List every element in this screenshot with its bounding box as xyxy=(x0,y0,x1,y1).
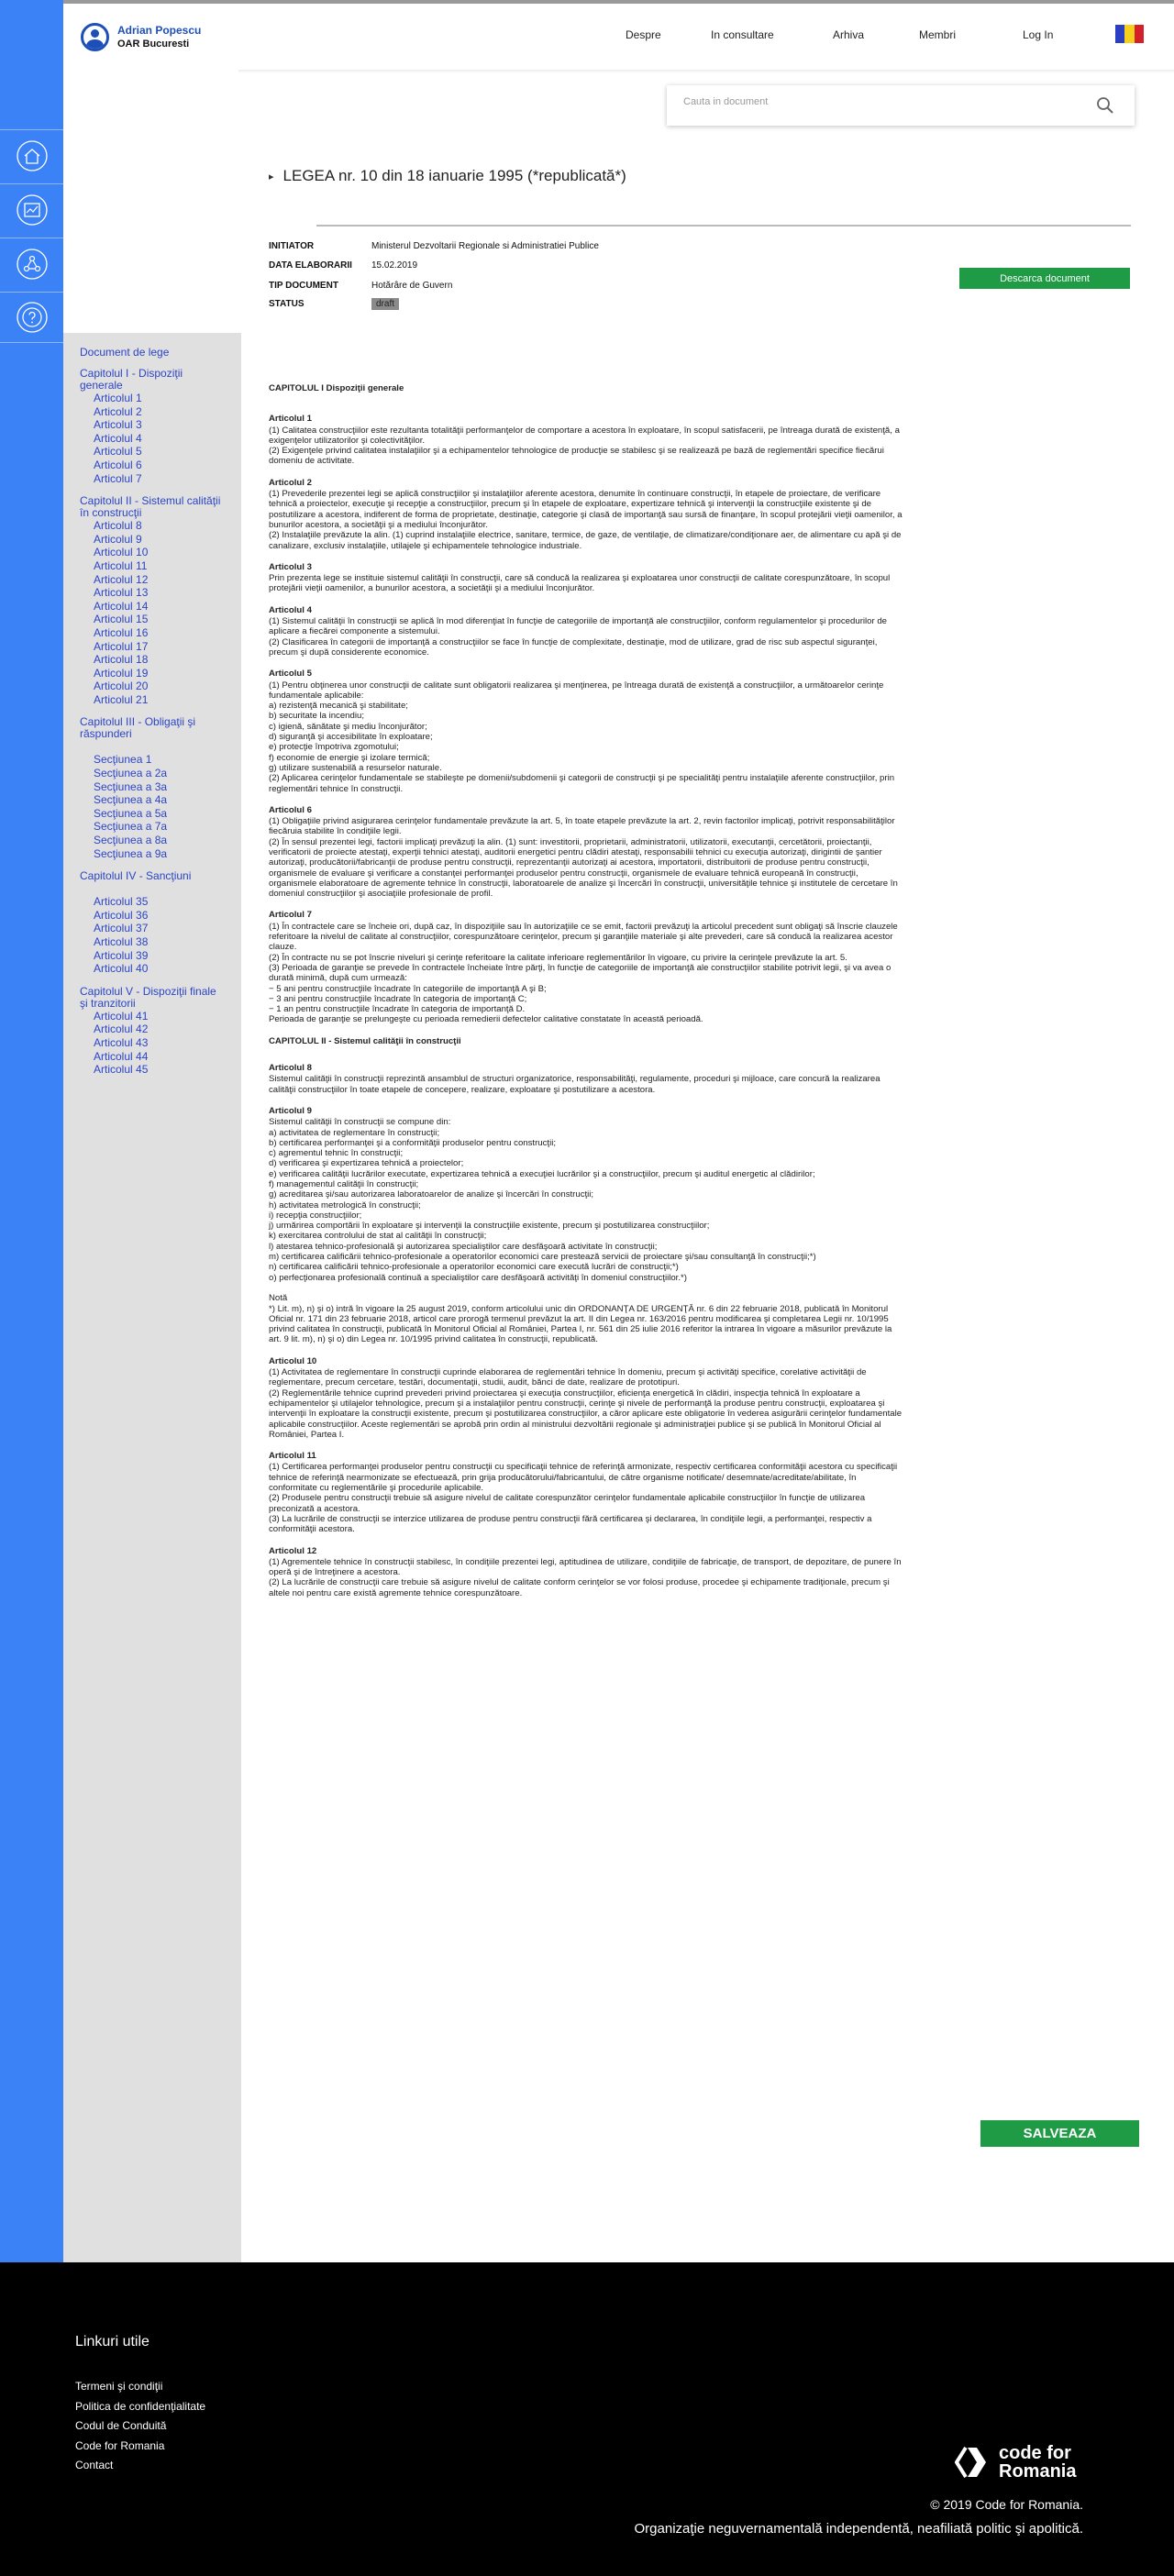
toc-item[interactable]: Articolul 36 xyxy=(94,908,149,922)
article-title: Articolul 6 xyxy=(269,804,312,815)
article-text: (1) Certificarea performanţei produselor pentru construcţii cu specificaţii tehnice de referinţă armonizate, respectiv certificarea conformităţii acestora cu specificaţii tehnice de referinţă nearmonizate se efectuează, prin grija producătorului/fabricantului, de către organisme notificate/ desemnate/acreditate/abilitate, în conformitate cu reglementările şi procedurile aplicabile. (2) Produsele pentru construcţii trebuie să asigure nivelul de calitate corespunzător cerinţelor fundamentale aplicabile construcţiilor în funcţie de utilizarea preconizată a acestora. (3) La lucrările de construcţii se interzice utilizarea de produse pentru construcţii fără certificarea şi declararea, în condiţiile legii, a performanţei, respectiv a conformităţii acestora. xyxy=(269,1462,898,1535)
article xyxy=(269,1063,906,1095)
article xyxy=(269,910,906,1024)
toc-item[interactable]: Articolul 21 xyxy=(94,692,149,706)
article-text: (1) Sistemul calităţii în construcţii se aplică în mod diferenţiat în funcţie de categoriile de importanţă ale construcţiilor, conform regulamentelor şi procedurilor de aplicare a fiecărei componente a sistemului. (2) Clasificarea în categorii de importanţă a construcţiilor se face în funcţie de complexitate, destinaţie, mod de utilizare, grad de risc sub aspectul siguranţei, precum şi după considerente economice. xyxy=(269,616,888,658)
meta-value: 15.02.2019 xyxy=(371,260,418,271)
toc-item[interactable]: Articolul 45 xyxy=(94,1063,149,1077)
article-title: Articolul 7 xyxy=(269,910,312,921)
article xyxy=(269,414,906,466)
toc-item[interactable]: Articolul 11 xyxy=(94,558,148,572)
toc-item[interactable]: Articolul 6 xyxy=(94,458,142,471)
meta-label: INITIATOR xyxy=(269,241,315,251)
toc-item[interactable]: Articolul 7 xyxy=(94,471,142,485)
meta-value: Hotărâre de Guvern xyxy=(371,281,453,291)
toc-item[interactable]: Articolul 37 xyxy=(94,922,149,935)
footer-link-code-of-conduct[interactable]: Codul de Conduită xyxy=(75,2419,167,2432)
footer-link-terms[interactable]: Termeni şi condiţii xyxy=(75,2380,163,2393)
meta-label: STATUS xyxy=(269,299,305,309)
nav-in-consultare[interactable]: In consultare xyxy=(711,28,774,41)
toc-item[interactable]: Articolul 17 xyxy=(94,639,149,653)
logo-text-line1: code for xyxy=(999,2443,1071,2463)
article-text: (1) Agrementele tehnice în construcţii stabilesc, în condiţiile prezentei legi, aptitudinea de utilizare, condiţiile de fabricaţie, de transport, de depozitare, de punere în operă şi de întreţinere a acestora. (2) La lucrările de construcţii care trebuie să asigure nivelul de calitate conform cerinţelor se vor folosi produse, procedee şi echipamente tradiţionale, precum şi altele noi pentru care există agremente tehnice corespunzătoare. xyxy=(269,1556,902,1598)
footer-link-privacy[interactable]: Politica de confidenţialitate xyxy=(75,2400,206,2413)
user-org: OAR Bucuresti xyxy=(117,38,190,50)
toc-item[interactable]: Articolul 10 xyxy=(94,546,149,559)
article-title: Articolul 10 xyxy=(269,1355,317,1366)
home-icon[interactable] xyxy=(0,129,63,181)
user-name: Adrian Popescu xyxy=(117,23,202,37)
toc-item[interactable]: Articolul 9 xyxy=(94,532,142,546)
chapter-heading: CAPITOLUL I Dispoziţii generale xyxy=(269,383,404,393)
tagline: Organizaţie neguvernamentală independentă, neafiliată politic şi apolitică. xyxy=(634,2521,1083,2537)
status-badge: draft xyxy=(371,298,399,310)
nav-despre[interactable]: Despre xyxy=(626,28,661,41)
toc-chapter[interactable]: Capitolul V - Dispoziţii finale şi tranzitorii xyxy=(80,984,216,1010)
toc-chapter[interactable]: Capitolul IV - Sancţiuni xyxy=(80,869,192,883)
user-profile[interactable] xyxy=(81,23,201,51)
article xyxy=(269,1451,906,1534)
toc-item[interactable]: Secţiunea a 8a xyxy=(94,834,168,847)
article xyxy=(269,1106,906,1345)
article-text: Sistemul calităţii în construcţii reprezintă ansamblul de structuri organizatorice, responsabilităţi, regulamente, proceduri şi mijloace, care concură la realizarea calităţii construcţiilor în toate etapele de concepere, realizare, exploatare şi postutilizare a acestora. xyxy=(269,1074,880,1095)
toc-item[interactable]: Secţiunea 1 xyxy=(94,753,152,767)
article xyxy=(269,1546,906,1598)
toc-item[interactable]: Articolul 1 xyxy=(94,392,142,404)
toc-item[interactable]: Secţiunea a 2a xyxy=(94,767,168,780)
article xyxy=(269,805,906,900)
toc-item[interactable]: Articolul 12 xyxy=(94,572,149,586)
toc-document-link[interactable]: Document de lege xyxy=(80,346,170,359)
article-title: Articolul 1 xyxy=(269,414,312,425)
toc-item[interactable]: Secţiunea a 5a xyxy=(94,806,168,820)
article-title: Articolul 8 xyxy=(269,1063,312,1074)
toc-item[interactable]: Articolul 39 xyxy=(94,948,149,962)
article xyxy=(269,669,906,794)
article-text: Sistemul calităţii în construcţii se compune din: a) activitatea de reglementare în construcţii; b) certificarea performanţei şi a conformităţii produselor pentru construcţii; c) agrementul tehnic în construcţii; d) verificarea şi expertizarea tehnică a proiectelor; e) verificarea calităţii lucrărilor executate, expertizarea tehnică a execuţiei lucrărilor şi a construcţiilor, precum şi auditul energetic al clădirilor; f) managementul calităţii în construcţii; g) acreditarea şi/sau autorizarea laboratoarelor de analize şi încercări în construcţii; h) activitatea metrologică în construcţii; i) recepţia construcţiilor; j) urmărirea comportării în exploatare şi intervenţii la construcţiile existente, precum şi postutilizarea construcţiilor; k) exercitarea controlului de stat al calităţii în construcţii; l) atestarea tehnico-profesională şi autorizarea specialiştilor care desfăşoară activitate în construcţii; m) certificarea calificării tehnico-profesionale a operatorilor economici care prestează servicii de proiectare şi/sau consultanţă în construcţii;*) n) certificarea calificării tehnico-profesionale a operatorilor economici care execută lucrări de construcţii;*) o) perfecţionarea profesională continuă a specialiştilor care desfăşoară activităţi în domeniul construcţiilor.*) Notă *) Lit. m), n) şi o) intră în vigoare la 25 august 2019, conform articolului unic din ORDONANŢA DE URGENŢĂ nr. 6 din 22 februarie 2018, publicată în Monitorul Oficial nr. 171 din 23 februarie 2018, articol care prorogă termenul prevăzut la art. II din Legea nr. 163/2016 pentru modificarea şi completarea Legii nr. 10/1995 privind calitatea în construcţii, publicată în Monitorul Oficial al României, Partea I, nr. 561 din 25 iulie 2016 referitor la intrarea în vigoare a măsurilor prevăzute la art. 9 lit. m), n) şi o) din Legea nr. 10/1995 privind calitatea în construcţii, republicată. xyxy=(269,1117,892,1345)
toc-item[interactable]: Secţiunea a 3a xyxy=(94,779,168,793)
romania-flag-icon[interactable] xyxy=(1115,25,1144,43)
article-text: (1) Obligaţiile privind asigurarea cerinţelor fundamentale prevăzute la art. 5, în toate etapele prevăzute la art. 2, revin factorilor implicaţi, potrivit responsabilităţilor fiecăruia stabilite în condiţiile legii. (2) În sensul prezentei legi, factorii implicaţi prevăzuţi la alin. (1) sunt: investitorii, proprietarii, administratorii, utilizatorii, executanţii, cercetătorii, proiectanţii, verificatorii de proiecte atestaţi, experţii tehnici atestaţi, auditorii energetici pentru clădiri atestaţi, responsabilii tehnici cu execuţia autorizaţi, dirigintii de şantier autorizaţi, producătorii/fabricanţii de produse pentru construcţii, reprezentanţii autorizaţi ai acestora, importatorii, distribuitorii de produse pentru construcţii, organismele de evaluare şi verificare a constanţei performanţei produselor pentru construcţii, organismele de evaluare tehnică europeană în construcţii, organismele elaboratoare de agremente tehnice în construcţii, laboratoarele de analize şi încercări în construcţii, universităţile tehnice şi institutele de cercetare în domeniul construcţiilor şi asociaţiile profesionale de profil. xyxy=(269,816,898,900)
icon-sidebar xyxy=(0,0,63,2262)
meta-label: DATA ELABORARII xyxy=(269,260,352,271)
code-for-romania-logo-icon xyxy=(955,2446,993,2479)
toc-item[interactable]: Articolul 16 xyxy=(94,625,149,639)
meta-value: Ministerul Dezvoltarii Regionale si Administratiei Publice xyxy=(371,241,599,251)
article-title: Articolul 2 xyxy=(269,477,312,488)
save-button[interactable]: SALVEAZA xyxy=(980,2120,1139,2147)
article xyxy=(269,605,906,658)
article-text: (1) Prevederile prezentei legi se aplică construcţiilor şi instalaţiilor aferente acestora, denumite în continuare construcţii, în etapele de proiectare, de verificare tehnică a proiectelor, execuţie şi recepţie a construcţiilor, precum şi în etapele de exploatare, expertizare tehnică şi intervenţii la construcţiile existente şi de postutilizare a acestora, indiferent de forma de proprietate, destinaţie, categorie şi clasă de importanţă sau sursă de finanţare, în scopul protejării vieţii oamenilor, a bunurilor acestora, a societăţii şi a mediului înconjurător. (2) Instalaţiile prevăzute la alin. (1) cuprind instalaţiile electrice, sanitare, termice, de gaze, de ventilaţie, de climatizare/condiţionare aer, de alimentare cu apă şi de canalizare, exclusiv instalaţiile, utilajele şi echipamentele tehnologice industriale. xyxy=(269,489,903,551)
footer-heading: Linkuri utile xyxy=(75,2334,150,2349)
toc-item[interactable]: Articolul 8 xyxy=(94,519,142,533)
toc-item[interactable]: Articolul 3 xyxy=(94,418,142,432)
article-text: Prin prezenta lege se instituie sistemul calităţii în construcţii, care să conducă la realizarea şi exploatarea unor construcţii de calitate corespunzătoare, în scopul protejării vieţii oamenilor, a bunurilor acestora, a societăţii şi a mediului înconjurător. xyxy=(269,573,891,594)
law-title: LEGEA nr. 10 din 18 ianuarie 1995 (*republicată*) xyxy=(282,167,626,184)
article xyxy=(269,1356,906,1440)
header xyxy=(63,4,1174,73)
toc-item[interactable]: Articolul 40 xyxy=(94,962,149,976)
article-text: (1) Activitatea de reglementare în construcţii cuprinde elaborarea de reglementări tehnice în domeniu, precum şi activităţi specifice, corelative activităţii de reglementare, precum cercetare, testări, documentaţii, studii, audit, bănci de date, realizare de prototipuri. (2) Reglementările tehnice cuprind prevederi privind proiectarea şi execuţia construcţiilor, eficienţa energetică în clădiri, inspecţia tehnică în exploatare a echipamentelor şi utilajelor tehnologice, precum şi a instalaţiilor pentru construcţii, cerinţe şi nivele de performanţă la produse pentru construcţii, exploatarea şi intervenţii în exploatare la construcţii existente, precum şi postutilizarea construcţiilor, a căror aplicare este obligatorie în vederea asigurării cerinţelor fundamentale aplicabile construcţiilor. Aceste reglementări se aprobă prin ordin al ministrului dezvoltării regionale şi administraţiei publice şi se publică în Monitorul Oficial al României, Partea I. xyxy=(269,1367,903,1440)
article-text: (1) Calitatea construcţiilor este rezultanta totalităţii performanţelor de comportare a acestora în exploatare, în scopul satisfacerii, pe întreaga durată de existenţă, a exigenţelor utilizatorilor şi colectivităţilor. (2) Exigenţele privind calitatea instalaţiilor şi a echipamentelor tehnologice de producţie se stabilesc şi se realizează pe bază de reglementări specifice fiecărui domeniu de activitate. xyxy=(269,425,900,467)
toc-item[interactable]: Articolul 14 xyxy=(94,599,149,613)
toc-item[interactable]: Articolul 13 xyxy=(94,586,149,600)
toc-item[interactable]: Articolul 15 xyxy=(94,613,149,626)
divider xyxy=(316,225,1131,227)
article-title: Articolul 3 xyxy=(269,561,312,572)
document-content xyxy=(269,383,906,1609)
toc-chapter[interactable]: Capitolul II - Sistemul calităţii în construcţii xyxy=(80,494,221,520)
code-for-romania-logo[interactable] xyxy=(955,2444,1076,2481)
article xyxy=(269,562,906,594)
toc-item[interactable]: Articolul 5 xyxy=(94,445,142,459)
nav-login[interactable]: Log In xyxy=(1023,28,1054,41)
toc-chapter[interactable]: Capitolul III - Obligaţii şi răspunderi xyxy=(80,715,196,741)
toc-item[interactable]: Articolul 4 xyxy=(94,431,142,445)
toc-item[interactable]: Articolul 43 xyxy=(94,1035,149,1049)
avatar[interactable] xyxy=(81,23,109,51)
article xyxy=(269,478,906,551)
chapter-heading: CAPITOLUL II - Sistemul calităţii în construcţii xyxy=(269,1035,461,1046)
toc-item[interactable]: Articolul 19 xyxy=(94,666,149,680)
footer-link-code-for-romania[interactable]: Code for Romania xyxy=(75,2439,165,2452)
nav-arhiva[interactable]: Arhiva xyxy=(833,28,865,41)
toc-chapter[interactable]: Capitolul I - Dispoziţii generale xyxy=(80,367,183,392)
search-icon[interactable] xyxy=(1095,95,1115,116)
chart-icon[interactable] xyxy=(0,183,63,235)
article-title: Articolul 4 xyxy=(269,604,312,615)
header-shadow xyxy=(238,70,1174,73)
toc-item[interactable]: Secţiunea a 4a xyxy=(94,793,168,807)
toc-item[interactable]: Secţiunea a 7a xyxy=(94,820,168,834)
toc-item[interactable]: Articolul 44 xyxy=(94,1049,149,1063)
nav-membri[interactable]: Membri xyxy=(919,28,957,41)
footer xyxy=(0,2262,1174,2576)
toc-item[interactable]: Secţiunea a 9a xyxy=(94,846,168,860)
article-title: Articolul 11 xyxy=(269,1451,316,1462)
search-input[interactable] xyxy=(683,96,1050,107)
search-box xyxy=(667,85,1135,126)
download-document-button[interactable]: Descarca document xyxy=(959,268,1130,289)
article-title: Articolul 5 xyxy=(269,669,312,680)
logo-text-line2: Romania xyxy=(999,2461,1077,2482)
toc-item[interactable]: Articolul 38 xyxy=(94,935,149,948)
article-title: Articolul 12 xyxy=(269,1545,317,1556)
article-text: (1) Pentru obţinerea unor construcţii de calitate sunt obligatorii realizarea şi menţinerea, pe întreaga durată de existenţă a construcţiilor, a următoarelor cerinţe fundamentale aplicabile: a) rezistenţă mecanică şi stabilitate; b) securitate la incendiu; c) igienă, sănătate şi mediu înconjurător; d) siguranţă şi accesibilitate în exploatare; e) protecţie împotriva zgomotului; f) economie de energie şi izolare termică; g) utilizare sustenabilă a resurselor naturale. (2) Aplicarea cerinţelor fundamentale se stabileşte pe domenii/subdomenii şi categorii de construcţii şi pe specialităţi pentru instalaţiile aferente construcţiilor, prin reglementări tehnice în construcţii. xyxy=(269,680,895,794)
copyright: © 2019 Code for Romania. xyxy=(930,2497,1083,2512)
toc-item[interactable]: Articolul 20 xyxy=(94,680,149,693)
footer-link-contact[interactable]: Contact xyxy=(75,2459,114,2471)
document-toc xyxy=(63,333,241,2262)
article-text: (1) În contractele care se încheie ori, după caz, în dispoziţiile sau în autorizaţiile ce se emit, factorii prevăzuţi la articolul precedent sunt obligaţi să înscrie clauzele referitoare la nivelul de calitate al construcţiilor, corespunzătoare cerinţelor, precum şi garanţiile materiale şi alte prevederi, care să conducă la realizarea acestor clauze. (2) În contracte nu se pot înscrie niveluri şi cerinţe referitoare la calitate inferioare reglementărilor în vigoare, cu privire la cerinţele prevăzute la art. 5. (3) Perioada de garanţie se prevede în contractele încheiate între părţi, în funcţie de categoriile de importanţă ale construcţiilor stabilite potrivit legii, şi va avea o durată minimă, după cum urmează: − 5 ani pentru construcţiile încadrate în categoriile de importanţă A şi B; − 3 ani pentru construcţiile încadrate în categoria de importanţă C; − 1 an pentru construcţiile încadrate în categoria de importanţă D. Perioada de garanţie se prelungeşte cu perioada remedierii defectelor calitative constatate în această perioadă. xyxy=(269,921,898,1025)
help-icon[interactable] xyxy=(0,292,63,343)
toc-item[interactable]: Articolul 41 xyxy=(94,1009,149,1023)
law-title-row[interactable] xyxy=(269,167,626,185)
article-title: Articolul 9 xyxy=(269,1105,312,1116)
chevron-right-icon[interactable]: ▸ xyxy=(269,171,274,182)
toc-item[interactable]: Articolul 2 xyxy=(94,404,142,418)
toc-item[interactable]: Articolul 18 xyxy=(94,653,149,667)
network-icon[interactable] xyxy=(0,238,63,289)
meta-label: TIP DOCUMENT xyxy=(269,281,338,291)
toc-item[interactable]: Articolul 42 xyxy=(94,1023,149,1036)
toc-item[interactable]: Articolul 35 xyxy=(94,895,149,909)
